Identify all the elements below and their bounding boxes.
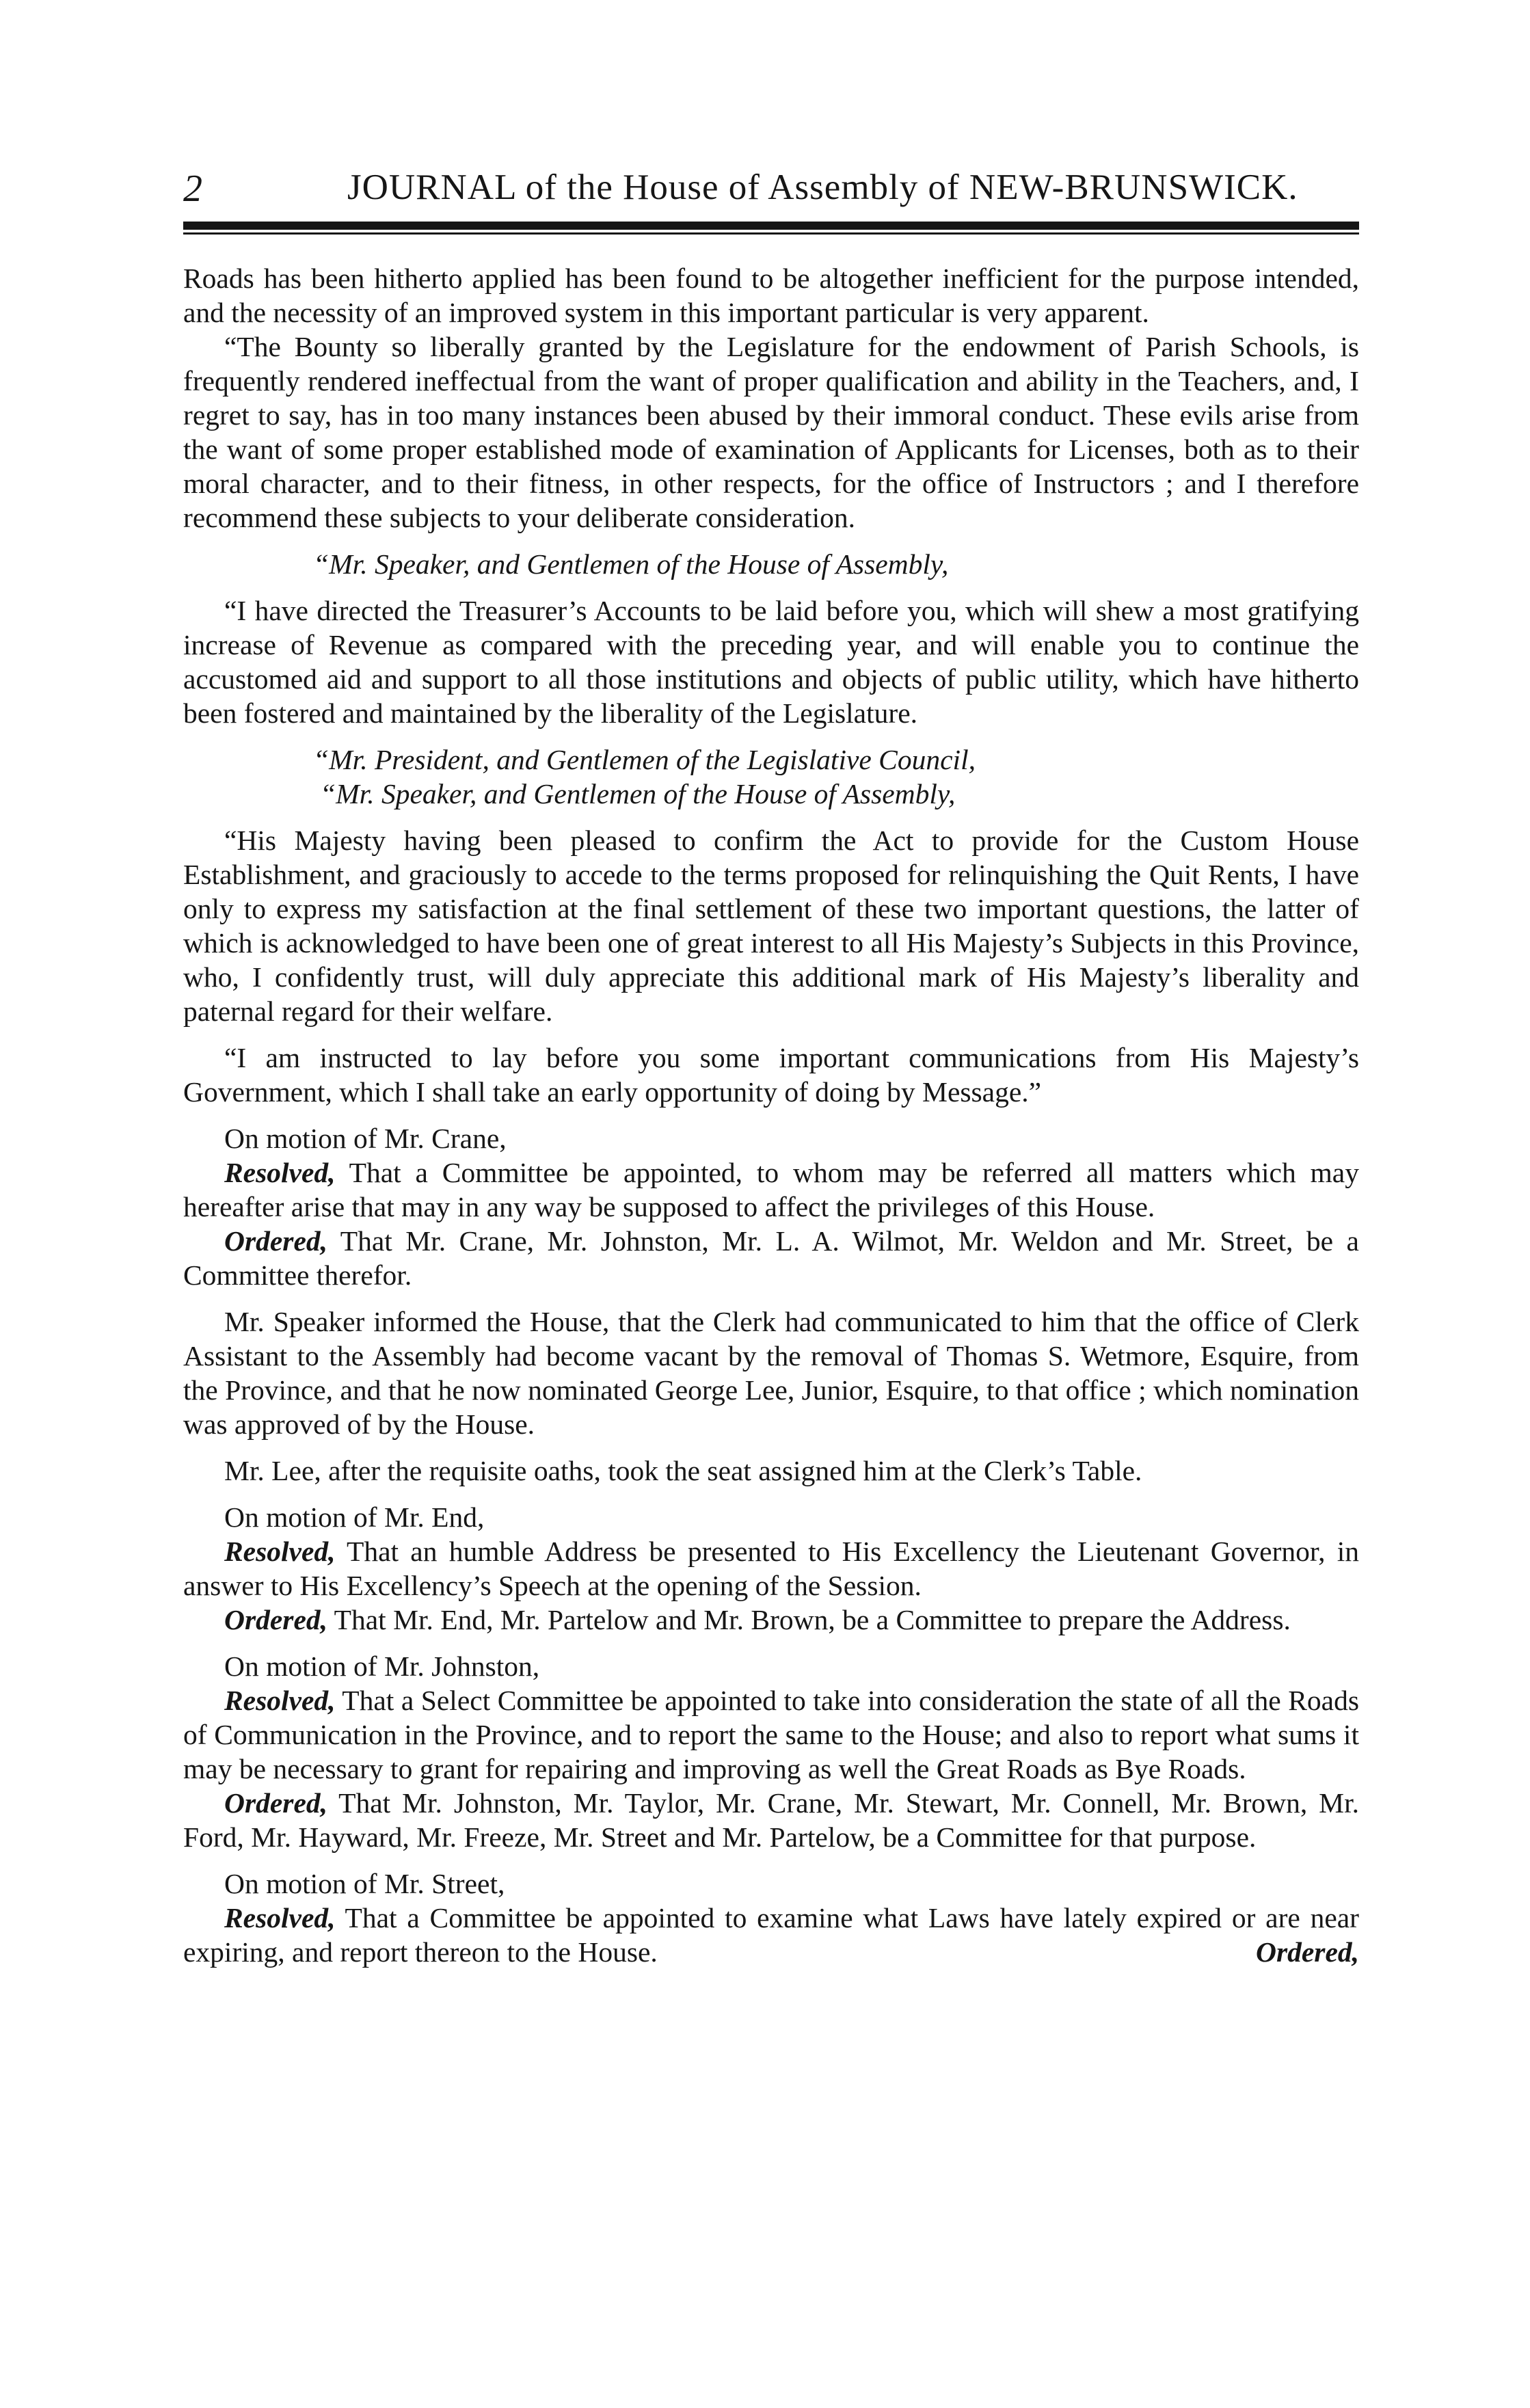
ordered-crane — [183, 1224, 1359, 1292]
motion-street: On motion of Mr. Street, — [224, 1868, 505, 1899]
resolved-text: That an humble Address be presented to His Excellency the Lieutenant Governor, in answer to His Excellency’s Speech at the opening of the Session. — [183, 1536, 1359, 1601]
paragraph-parish-schools: “The Bounty so liberally granted by the Legislature for the endowment of Parish Schools, is frequently rendered ineffectual from the want of proper qualification and ability in the Teachers, and, I regret to say, has in too many instances been abused by their immoral conduct. These evils arise from the want of some proper established mode of examination of Applicants for Licenses, both as to their moral character, and to their fitness, in other respects, for the office of Instructors ; and I therefore recommend these subjects to your deliberate consideration. — [183, 331, 1359, 533]
resolved-label: Resolved, — [224, 1536, 336, 1567]
paragraph-roads: Roads has been hitherto applied has been found to be altogether inefficient for the purpose intended, and the necessity of an improved system in this important particular is very apparent. — [183, 263, 1359, 328]
ordered-label: Ordered, — [224, 1225, 327, 1257]
ordered-label: Ordered, — [224, 1787, 327, 1819]
resolved-text: That a Select Committee be appointed to take into consideration the state of all the Roads of Communication in the Province, and to report the same to the House; and also to report what sums it may be necessary to grant for repairing and improving as well the Great Roads as Bye Roads. — [183, 1685, 1359, 1784]
resolved-label: Resolved, — [224, 1685, 336, 1716]
paragraph-clerk-assistant: Mr. Speaker informed the House, that the Clerk had communicated to him that the office of Clerk Assistant to the Assembly had become vacant by the removal of Thomas S. Wetmore, Esquire, from the Province, and that he now nominated George Lee, Junior, Esquire, to that office ; which nomination was approved of by the House. — [183, 1306, 1359, 1440]
salutation-president: “Mr. President, and Gentlemen of the Legislative Council, — [313, 744, 976, 775]
ordered-end — [183, 1603, 1359, 1637]
motion-crane: On motion of Mr. Crane, — [224, 1123, 507, 1154]
resolved-crane — [183, 1155, 1359, 1224]
ordered-text: That Mr. Johnston, Mr. Taylor, Mr. Crane, Mr. Stewart, Mr. Connell, Mr. Brown, Mr. Ford, Mr. Hayward, Mr. Freeze, Mr. Street and Mr. Partelow, be a Committee for that purpose. — [183, 1787, 1359, 1853]
body-text — [183, 261, 1359, 1969]
paragraph-treasurer-accounts: “I have directed the Treasurer’s Accounts to be laid before you, which will shew a most gratifying increase of Revenue as compared with the preceding year, and will enable you to continue the accustomed aid and support to all those institutions and objects of public utility, which have hitherto been fostered and maintained by the liberality of the Legislature. — [183, 595, 1359, 729]
resolved-label: Resolved, — [224, 1902, 336, 1934]
page-header — [183, 163, 1359, 217]
resolved-johnston — [183, 1683, 1359, 1786]
catchword: Ordered, — [1256, 1936, 1359, 1968]
ordered-label: Ordered, — [224, 1604, 327, 1635]
ordered-johnston — [183, 1786, 1359, 1854]
header-rule-thin — [183, 232, 1359, 235]
header-rule — [183, 222, 1359, 230]
resolved-label: Resolved, — [224, 1157, 336, 1188]
page-number: 2 — [183, 168, 202, 210]
resolved-end — [183, 1534, 1359, 1603]
resolved-text: That a Committee be appointed, to whom may be referred all matters which may hereafter arise that may in any way be supposed to affect the privileges of this House. — [183, 1157, 1359, 1222]
paragraph-communications: “I am instructed to lay before you some important communications from His Majesty’s Government, which I shall take an early opportunity of doing by Message.” — [183, 1042, 1359, 1108]
motion-johnston: On motion of Mr. Johnston, — [224, 1650, 540, 1682]
motion-end: On motion of Mr. End, — [224, 1501, 485, 1533]
ordered-text: That Mr. End, Mr. Partelow and Mr. Brown, be a Committee to prepare the Address. — [334, 1604, 1291, 1635]
salutation-speaker-2: “Mr. Speaker, and Gentlemen of the House of Assembly, — [320, 778, 956, 810]
paragraph-lee-oaths: Mr. Lee, after the requisite oaths, took the seat assigned him at the Clerk’s Table. — [224, 1455, 1142, 1486]
ordered-text: That Mr. Crane, Mr. Johnston, Mr. L. A. Wilmot, Mr. Weldon and Mr. Street, be a Committee therefor. — [183, 1225, 1359, 1291]
resolved-text: That a Committee be appointed to examine what Laws have lately expired or are near expiring, and report thereon to the House. — [183, 1902, 1359, 1968]
running-head: JOURNAL of the House of Assembly of NEW-BRUNSWICK. — [347, 168, 1298, 207]
paragraph-custom-house: “His Majesty having been pleased to confirm the Act to provide for the Custom House Establishment, and graciously to accede to the terms proposed for relinquishing the Quit Rents, I have only to express my satisfaction at the final settlement of these two important questions, the latter of which is acknowledged to have been one of great interest to all His Majesty’s Subjects in this Province, who, I confidently trust, will duly appreciate this additional mark of His Majesty’s liberality and paternal regard for their welfare. — [183, 825, 1359, 1027]
resolved-street — [183, 1901, 1359, 1969]
salutation-speaker: “Mr. Speaker, and Gentlemen of the House of Assembly, — [313, 548, 949, 580]
